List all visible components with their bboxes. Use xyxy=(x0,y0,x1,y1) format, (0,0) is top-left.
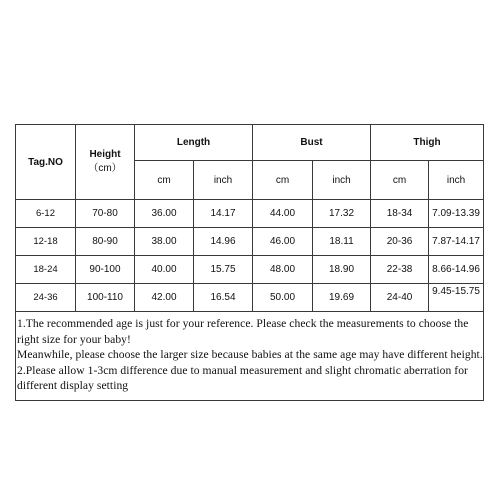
length-cm-cell: 42.00 xyxy=(135,284,194,312)
notes-box xyxy=(15,312,484,401)
unit-cell: inch xyxy=(194,161,253,200)
length-inch-cell: 15.75 xyxy=(194,256,253,284)
note-measurement-difference: 2.Please allow 1-3cm difference due to manual measurement and slight chromatic aberration for different display setting xyxy=(17,363,468,393)
thigh-inch-cell: 7.09-13.39 xyxy=(429,200,484,228)
unit-cell: cm xyxy=(371,161,429,200)
table-row xyxy=(16,228,484,256)
age-cell: 12-18 xyxy=(16,228,76,256)
bust-inch-cell: 19.69 xyxy=(313,284,371,312)
unit-cell: cm xyxy=(135,161,194,200)
length-cm-cell: 38.00 xyxy=(135,228,194,256)
bust-inch-cell: 17.32 xyxy=(313,200,371,228)
thigh-inch-cell: 7.87-14.17 xyxy=(429,228,484,256)
table-row xyxy=(16,284,484,312)
length-cm-cell: 36.00 xyxy=(135,200,194,228)
unit-cell: inch xyxy=(429,161,484,200)
header-row xyxy=(16,125,484,161)
length-inch-cell: 14.96 xyxy=(194,228,253,256)
header-height-unit: （cm） xyxy=(88,163,122,174)
table-row xyxy=(16,256,484,284)
header-length: Length xyxy=(135,125,253,161)
header-bust: Bust xyxy=(253,125,371,161)
height-cell: 100-110 xyxy=(76,284,135,312)
bust-inch-cell: 18.90 xyxy=(313,256,371,284)
thigh-cm-cell: 20-36 xyxy=(371,228,429,256)
table-row xyxy=(16,200,484,228)
height-cell: 80-90 xyxy=(76,228,135,256)
thigh-cm-cell: 24-40 xyxy=(371,284,429,312)
length-inch-cell: 14.17 xyxy=(194,200,253,228)
bust-cm-cell: 48.00 xyxy=(253,256,313,284)
note-recommended-age: 1.The recommended age is just for your reference. Please check the measurements to choose the right size for your baby! xyxy=(17,317,469,346)
height-cell: 70-80 xyxy=(76,200,135,228)
thigh-inch-cell: 9.45-15.75 xyxy=(429,284,484,312)
unit-cell: cm xyxy=(253,161,313,200)
height-cell: 90-100 xyxy=(76,256,135,284)
length-cm-cell: 40.00 xyxy=(135,256,194,284)
bust-cm-cell: 46.00 xyxy=(253,228,313,256)
thigh-cm-cell: 18-34 xyxy=(371,200,429,228)
bust-cm-cell: 44.00 xyxy=(253,200,313,228)
size-chart xyxy=(15,124,483,401)
header-height-label: Height xyxy=(89,149,121,160)
length-inch-cell: 16.54 xyxy=(194,284,253,312)
header-thigh: Thigh xyxy=(371,125,484,161)
header-height xyxy=(76,125,135,200)
bust-inch-cell: 18.11 xyxy=(313,228,371,256)
thigh-cm-cell: 22-38 xyxy=(371,256,429,284)
age-cell: 18-24 xyxy=(16,256,76,284)
bust-cm-cell: 50.00 xyxy=(253,284,313,312)
thigh-inch-cell: 8.66-14.96 xyxy=(429,256,484,284)
size-table xyxy=(15,124,484,312)
note-larger-size: Meanwhile, please choose the larger size because babies at the same age may have different height. xyxy=(17,348,483,362)
header-tag-no: Tag.NO xyxy=(16,125,76,200)
unit-cell: inch xyxy=(313,161,371,200)
age-cell: 24-36 xyxy=(16,284,76,312)
age-cell: 6-12 xyxy=(16,200,76,228)
